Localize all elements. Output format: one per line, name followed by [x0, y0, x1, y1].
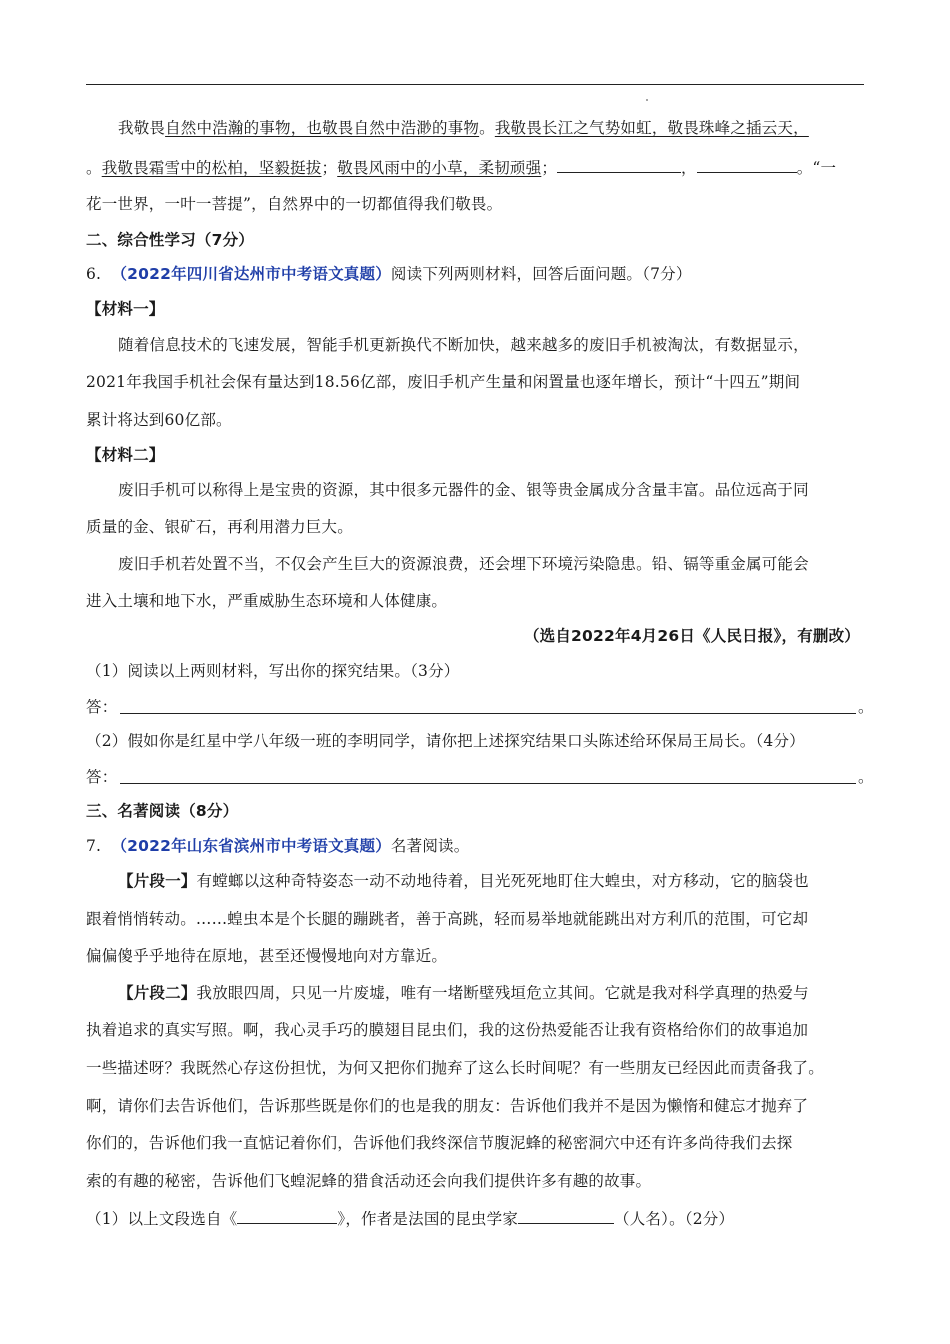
author-name-blank[interactable]: [518, 1207, 614, 1224]
excerpt-2-line: 执着追求的真实写照。啊，我心灵手巧的膜翅目昆虫们，我的这份热爱能否让我有资格给你们的故事追加: [86, 1021, 809, 1039]
material-2-title: 【材料二】: [86, 446, 165, 464]
section-2-title: 二、综合性学习（7分）: [86, 231, 254, 249]
answer-line-2[interactable]: [120, 783, 856, 784]
excerpt-text: 我放眼四周，只见一片废墟，唯有一堵断壁残垣危立其间。它就是我对科学真理的热爱与: [196, 984, 809, 1002]
question-source: （2022年四川省达州市中考语文真题）: [111, 265, 391, 283]
poem-underlined: 敬畏风雨中的小草，柔韧顽强: [337, 159, 542, 177]
answer-label: 答：: [86, 698, 118, 716]
question-number: 7.: [86, 837, 102, 855]
poem-text: 。: [86, 159, 102, 177]
material-2-line: 进入土壤和地下水，严重威胁生态环境和人体健康。: [86, 592, 448, 610]
question-number: 6.: [86, 265, 102, 283]
answer-row-2: [86, 767, 874, 787]
excerpt-1-line: 跟着悄悄转动。……蝗虫本是个长腿的蹦跳者，善于高跳，轻而易举地就能跳出对方利爪的范围，可它却: [86, 910, 809, 928]
question-text: 》，作者是法国的昆虫学家: [337, 1210, 519, 1228]
fill-blank-2[interactable]: [697, 156, 797, 173]
q6-header: [86, 264, 866, 284]
material-2-line: 质量的金、银矿石，再利用潜力巨大。: [86, 518, 353, 536]
question-source: （2022年山东省滨州市中考语文真题）: [111, 837, 391, 855]
section-3-title: 三、名著阅读（8分）: [86, 802, 239, 820]
excerpt-1-line: 偏偏傻乎乎地待在原地，甚至还慢慢地向对方靠近。: [86, 947, 448, 965]
question-prompt: 名著阅读。: [390, 837, 470, 855]
excerpt-tag: 【片段二】: [118, 984, 197, 1002]
excerpt-2-line: 一些描述呀？我既然心存这份担忧，为何又把你们抛弃了这么长时间呢？有一些朋友已经因此而责备我了。: [86, 1059, 824, 1077]
excerpt-2-line: [86, 983, 866, 1003]
answer-label: 答：: [86, 768, 118, 786]
poem-text: 我敬畏: [118, 119, 166, 137]
material-1-title: 【材料一】: [86, 300, 165, 318]
question-text: （人名）。（2分）: [614, 1210, 735, 1228]
question-prompt: 阅读下列两则材料，回答后面问题。（7分）: [390, 265, 692, 283]
q7-sub-1: [86, 1207, 866, 1229]
excerpt-tag: 【片段一】: [118, 872, 197, 890]
answer-line-1[interactable]: [120, 713, 856, 714]
material-2-line: 废旧手机可以称得上是宝贵的资源，其中很多元器件的金、银等贵金属成分含量丰富。品位远高于同: [118, 481, 809, 499]
excerpt-2-line: 啊，请你们去告诉他们，告诉那些既是你们的也是我的朋友：告诉他们我并不是因为懒惰和健忘才抛弃了: [86, 1097, 809, 1115]
header-dot: [646, 99, 648, 101]
q6-sub-1: （1）阅读以上两则材料，写出你的探究结果。（3分）: [86, 662, 460, 680]
material-1-line: 随着信息技术的飞速发展，智能手机更新换代不断加快，越来越多的废旧手机被淘汰，有数据显示，: [118, 336, 809, 354]
header-rule: [86, 84, 864, 85]
excerpt-2-line: 你们的，告诉他们我一直惦记着你们，告诉他们我终深信节腹泥蜂的秘密洞穴中还有许多尚待我们去探: [86, 1134, 793, 1152]
question-text: （1）以上文段选自《: [86, 1210, 238, 1228]
material-1-line: 2021年我国手机社会保有量达到18.56亿部，废旧手机产生量和闲置量也逐年增长，预计“十四五”期间: [86, 373, 801, 391]
poem-underlined: 我敬畏霜雪中的松柏，坚毅挺拔: [101, 159, 322, 177]
poem-underlined: 自然中浩瀚的事物，也敬畏自然中浩渺的事物: [165, 119, 480, 137]
excerpt-text: 有螳螂以这种奇特姿态一动不动地待着，目光死死地盯住大蝗虫，对方移动，它的脑袋也: [196, 872, 809, 890]
poem-underlined: 我敬畏长江之气势如虹，敬畏珠峰之插云天，: [494, 119, 809, 137]
poem-text: ，: [681, 159, 697, 177]
answer-end: 。: [858, 698, 874, 716]
poem-text: 。“一: [796, 159, 837, 177]
answer-row-1: [86, 697, 874, 717]
poem-line-3: 花一世界，一叶一菩提”，自然界中的一切都值得我们敬畏。: [86, 195, 503, 213]
material-2-line: 废旧手机若处置不当，不仅会产生巨大的资源浪费，还会埋下环境污染隐患。铅、镉等重金属可能会: [118, 555, 809, 573]
poem-line-2: [86, 156, 866, 178]
answer-end: 。: [858, 768, 874, 786]
q7-header: [86, 836, 866, 856]
excerpt-1-line: [86, 871, 866, 891]
book-title-blank[interactable]: [237, 1207, 337, 1224]
poem-text: ；: [321, 159, 338, 177]
poem-line-1: [86, 118, 866, 138]
excerpt-2-line: 索的有趣的秘密，告诉他们飞蝗泥蜂的猎食活动还会向我们提供许多有趣的故事。: [86, 1172, 652, 1190]
poem-text: ；: [541, 159, 558, 177]
poem-text: 。: [479, 119, 495, 137]
q6-sub-2: （2）假如你是红星中学八年级一班的李明同学，请你把上述探究结果口头陈述给环保局王局长。（4分）: [86, 732, 805, 750]
fill-blank-1[interactable]: [557, 156, 681, 173]
citation: （选自2022年4月26日《人民日报》，有删改）: [523, 627, 860, 645]
material-1-line: 累计将达到60亿部。: [86, 411, 232, 429]
